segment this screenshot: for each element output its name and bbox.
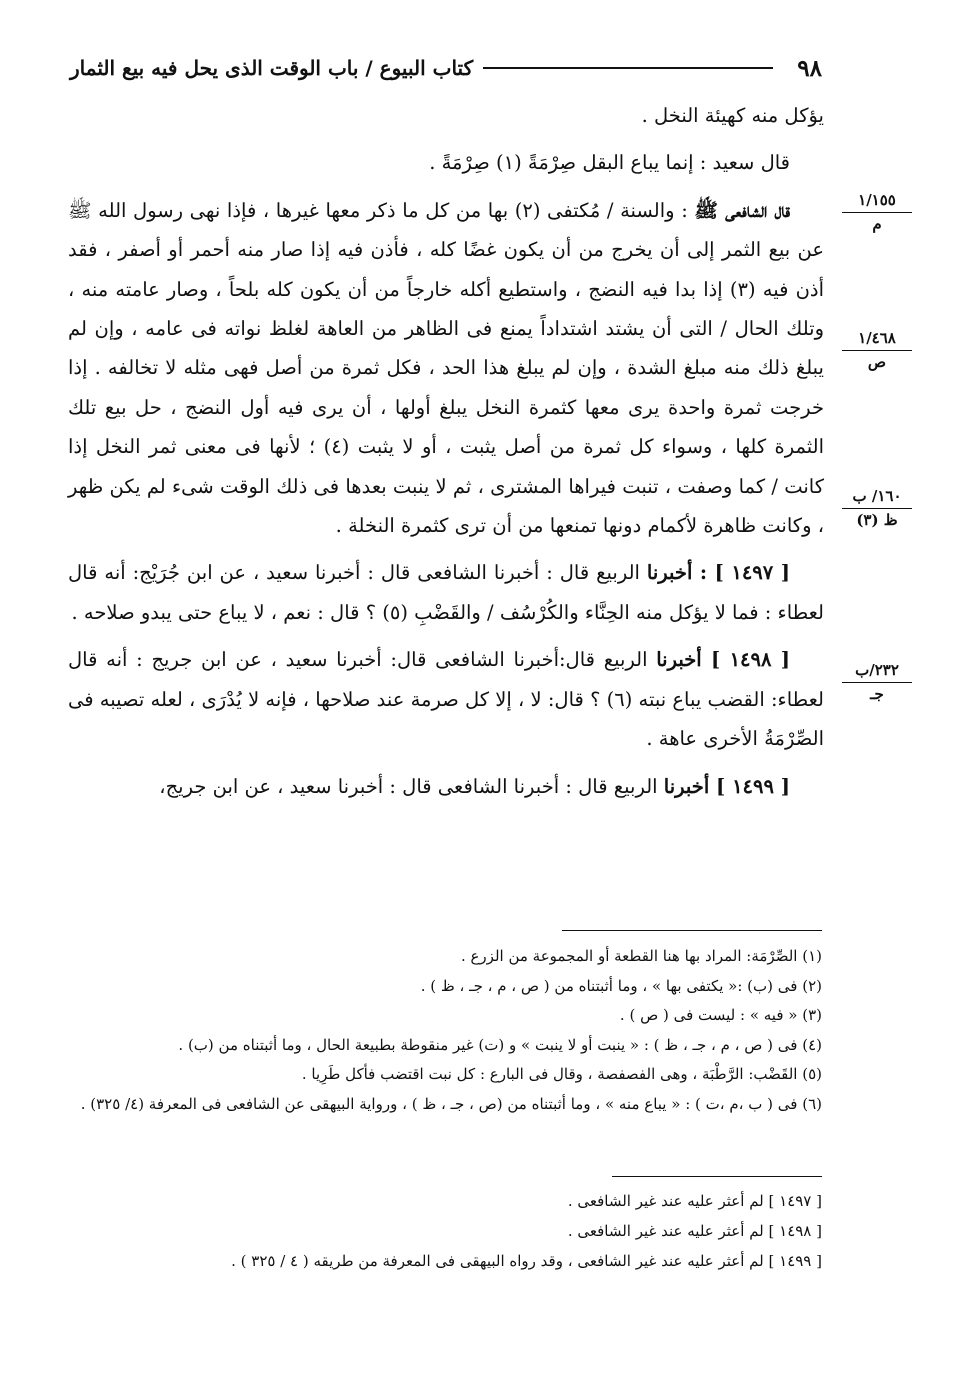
running-head bbox=[70, 50, 822, 86]
takhrij-note: [ ١٤٩٩ ] لم أعثر عليه عند غير الشافعى ، وقد رواه البيهقى فى المعرفة من طريقه ( ٤ / ٣٢٥ ) . bbox=[231, 1252, 822, 1270]
footnote: (٥) القَضْب: الرَّطْبَة ، وهى الفصفصة ، وقال فى البارع : كل نبت اقتضب فأكل طَرِيا . bbox=[301, 1065, 822, 1083]
main-text bbox=[68, 96, 824, 814]
hadith-1499 bbox=[68, 767, 824, 806]
margin-ref-volume-page: ١٦٠/ ب bbox=[842, 488, 912, 509]
paragraph-text: الربيع قال : أخبرنا الشافعى قال : أخبرنا سعيد ، عن ابن جريج، bbox=[159, 774, 664, 798]
paragraph-text: : والسنة / مُكتفى (٢) بها من كل ما ذكر معها غيرها ، فإذا نهى رسول الله ﷺ عن بيع الثمر إلى أن يخرج من أن يكون غضًا كله ، فأذن فيه إذا صار منه أحمر أو أصفر ، فقد أذن فيه (٣) إذا بدا فيه النضج ، واستطيع أكله خارجاً من أن يكون كله بلحاً ، وصار عامته منه ، وتلك الحال / التى أن يشتد اشتداداً يمنع فى الظاهر من العاهة لغلظ نواته فى عامه ، وإن لم يبلغ ذلك منه مبلغ الشدة ، وإن لم يبلغ هذا الحد ، فكل ثمرة من أصل فهى مثله لا تخالفه . إذا خرجت ثمرة واحدة يرى معها كثمرة النخل يبلغ أولها ، أن يرى فيه أول النضج ، حل بيع تلك الثمرة كلها ، وسواء كل ثمرة من أصل يثبت ، أو لا يثبت (٤) ؛ لأنها فى معنى ثمر النخل إذا كانت / كما وصفت ، تنبت فيراها المشترى ، ثم لا ينبت بعدها فى ذلك الوقت شىء لم يكن ظهر ، وكانت ظاهرة لأكمام دونها تمنعها من أن ترى كثمرة النخلة . bbox=[68, 198, 824, 538]
takhrij-notes bbox=[70, 1186, 822, 1276]
paragraph: يؤكل منه كهيئة النخل . bbox=[641, 104, 824, 127]
margin-ref-volume-page: ٢٣٢/ب bbox=[842, 662, 912, 683]
paragraph: قال سعيد : إنما يباع البقل صِرْمَةً (١) صِرْمَةً . bbox=[429, 151, 790, 175]
margin-ref-volume-page: ١/١٥٥ bbox=[842, 192, 912, 213]
speaker-name: قال الشافعى ﷺ bbox=[694, 198, 791, 222]
margin-ref-siglum: ص bbox=[867, 353, 887, 371]
margin-ref bbox=[842, 488, 912, 529]
running-title: كتاب البيوع / باب الوقت الذى يحل فيه بيع الثمار bbox=[70, 56, 474, 80]
page-number: ٩٨ bbox=[797, 54, 822, 82]
hadith-number: [ ١٤٩٩ ] أخبرنا bbox=[663, 774, 790, 798]
margin-ref-siglum: جـ bbox=[870, 685, 884, 703]
hadith-number: [ ١٤٩٨ ] أخبرنا bbox=[656, 648, 791, 672]
margin-ref bbox=[842, 662, 912, 703]
hadith-1497 bbox=[68, 553, 824, 632]
takhrij-rule bbox=[612, 1176, 822, 1177]
footnote: (٤) فى ( ص ، م ، جـ ، ظ ) : « ينبت أو لا ينبت » و (ت) غير منقوطة بطبيعة الحال ، وما أثبتناه من (ب) . bbox=[178, 1035, 822, 1054]
footnote-rule bbox=[562, 930, 822, 931]
paragraph bbox=[68, 191, 824, 546]
hadith-number: [ ١٤٩٧ ] : أخبرنا bbox=[646, 561, 791, 585]
footnote: (٦) فى ( ب ،م ،ت ) : « يباع منه » ، وما أثبتناه من (ص ، جـ ، ظ ) ، ورواية البيهقى عن الشافعى فى المعرفة (٤/ ٣٢٥) . bbox=[80, 1094, 822, 1113]
hadith-1498 bbox=[68, 640, 824, 758]
footnote: (١) الصِّرْمَة: المراد بها هنا القطعة أو المجموعة من الزرع . bbox=[460, 947, 822, 965]
takhrij-note: [ ١٤٩٧ ] لم أعثر عليه عند غير الشافعى . bbox=[567, 1192, 822, 1210]
margin-ref-siglum: م bbox=[872, 215, 882, 233]
paragraph-text: الربيع قال : أخبرنا الشافعى قال : أخبرنا سعيد ، عن ابن جُرَيْج: أنه قال لعطاء : فما لا يؤكل منه الحِنَّاء والكُرْسُف / والقَضْبِ (٥) ؟ قال : نعم ، لا يباع حتى يبدو صلاحه . bbox=[68, 561, 824, 624]
margin-ref bbox=[842, 330, 912, 371]
header-rule bbox=[483, 67, 773, 69]
paragraph-text: الربيع قال:أخبرنا الشافعى قال: أخبرنا سعيد ، عن ابن جريج : أنه قال لعطاء: القضب يباع نبته (٦) ؟ قال: لا ، إلا كل صرمة عند صلاحها ، فإنه لا يُدْرَى ، لعله تصيبه فى الصِّرْمَةُ الأخرى عاهة . bbox=[68, 648, 825, 751]
footnote: (٣) « فيه » : ليست فى ( ص ) . bbox=[619, 1006, 822, 1024]
footnotes bbox=[70, 942, 822, 1119]
margin-ref-volume-page: ١/٤٦٨ bbox=[842, 330, 912, 351]
takhrij-note: [ ١٤٩٨ ] لم أعثر عليه عند غير الشافعى . bbox=[567, 1222, 822, 1240]
margin-ref bbox=[842, 192, 912, 233]
margin-ref-siglum: ظ (٣) bbox=[856, 511, 898, 529]
footnote: (٢) فى (ب) :« يكتفى بها » ، وما أثبتناه من ( ص ، م ، جـ ، ظ ) . bbox=[420, 976, 822, 995]
